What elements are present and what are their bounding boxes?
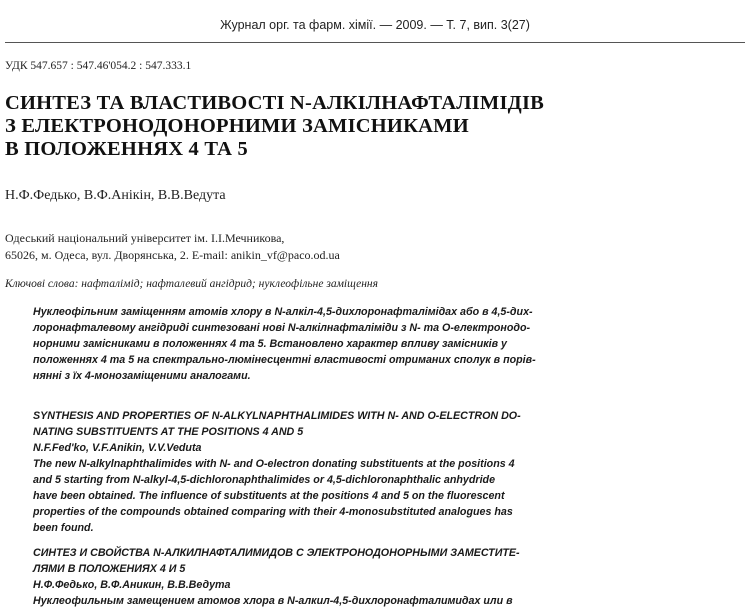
abstract-authors: Н.Ф.Федько, В.Ф.Аникин, В.В.Ведута <box>33 579 231 591</box>
header-rule <box>5 42 745 43</box>
affiliation-line: Одеський національний університет ім. І.І.Мечникова, <box>5 231 285 245</box>
abstract-title-line: NATING SUBSTITUENTS AT THE POSITIONS 4 AND 5 <box>33 426 304 438</box>
abstract-ukrainian <box>33 304 738 384</box>
abstract-line: The new N-alkylnaphthalimides with N- and O-electron donating substituents at the positions 4 <box>33 458 515 470</box>
abstract-russian <box>33 545 738 609</box>
abstract-line: have been obtained. The influence of substituents at the positions 4 and 5 on the fluorescent <box>33 490 505 502</box>
abstract-title-line: ЛЯМИ В ПОЛОЖЕНИЯХ 4 И 5 <box>33 563 186 575</box>
abstract-line: лоронафталевому ангідриді синтезовані нові N-алкілнафталіміди з N- та O-електронодо- <box>33 322 531 334</box>
abstract-line: been found. <box>33 522 94 534</box>
running-header: Журнал орг. та фарм. хімії. — 2009. — Т. 7, вип. 3(27) <box>220 18 530 32</box>
abstract-line: норними замісниками в положеннях 4 та 5. Встановлено характер впливу замісників у <box>33 338 507 350</box>
abstract-line: нянні з їх 4-монозаміщеними аналогами. <box>33 370 251 382</box>
title-line: СИНТЕЗ ТА ВЛАСТИВОСТІ N-АЛКІЛНАФТАЛІМІДІВ <box>5 92 545 114</box>
abstract-title-line: СИНТЕЗ И СВОЙСТВА N-АЛКИЛНАФТАЛИМИДОВ С ЭЛЕКТРОНОДОНОРНЫМИ ЗАМЕСТИТЕ- <box>33 547 520 559</box>
abstract-line: and 5 starting from N-alkyl-4,5-dichloronaphthalimides or 4,5-dichloronaphthalic anhydride <box>33 474 496 486</box>
abstract-line: положеннях 4 та 5 на спектрально-люмінесцентні властивості отриманих сполук в порів- <box>33 354 536 366</box>
abstract-english <box>33 408 738 536</box>
abstract-title-line: SYNTHESIS AND PROPERTIES OF N-ALKYLNAPHTHALIMIDES WITH N- AND O-ELECTRON DO- <box>33 410 521 422</box>
abstract-authors: N.F.Fed'ko, V.F.Anikin, V.V.Veduta <box>33 442 202 454</box>
abstract-line: properties of the compounds obtained comparing with their 4-monosubstituted analogues has <box>33 506 513 518</box>
title-line: З ЕЛЕКТРОНОДОНОРНИМИ ЗАМІСНИКАМИ <box>5 115 469 137</box>
title-line: В ПОЛОЖЕННЯХ 4 ТА 5 <box>5 138 248 160</box>
keywords-text: нафталімід; нафталевий ангідрид; нуклеофільне заміщення <box>81 278 378 290</box>
article-title <box>5 92 725 161</box>
keywords-label: Ключові слова: <box>5 278 79 290</box>
affiliation-line: 65026, м. Одеса, вул. Дворянська, 2. E-mail: anikin_vf@paco.od.ua <box>5 248 340 262</box>
article-authors: Н.Ф.Федько, В.Ф.Анікін, В.В.Ведута <box>5 188 226 203</box>
abstract-line: Нуклеофільним заміщенням атомів хлору в N-алкіл-4,5-дихлоронафталімідах або в 4,5-дих- <box>33 306 533 318</box>
udc-code: УДК 547.657 : 547.46'054.2 : 547.333.1 <box>5 60 192 72</box>
keywords <box>5 278 378 290</box>
affiliation <box>5 230 340 264</box>
abstract-line: Нуклеофильным замещением атомов хлора в N-алкил-4,5-дихлоронафталимидах или в <box>33 595 513 607</box>
